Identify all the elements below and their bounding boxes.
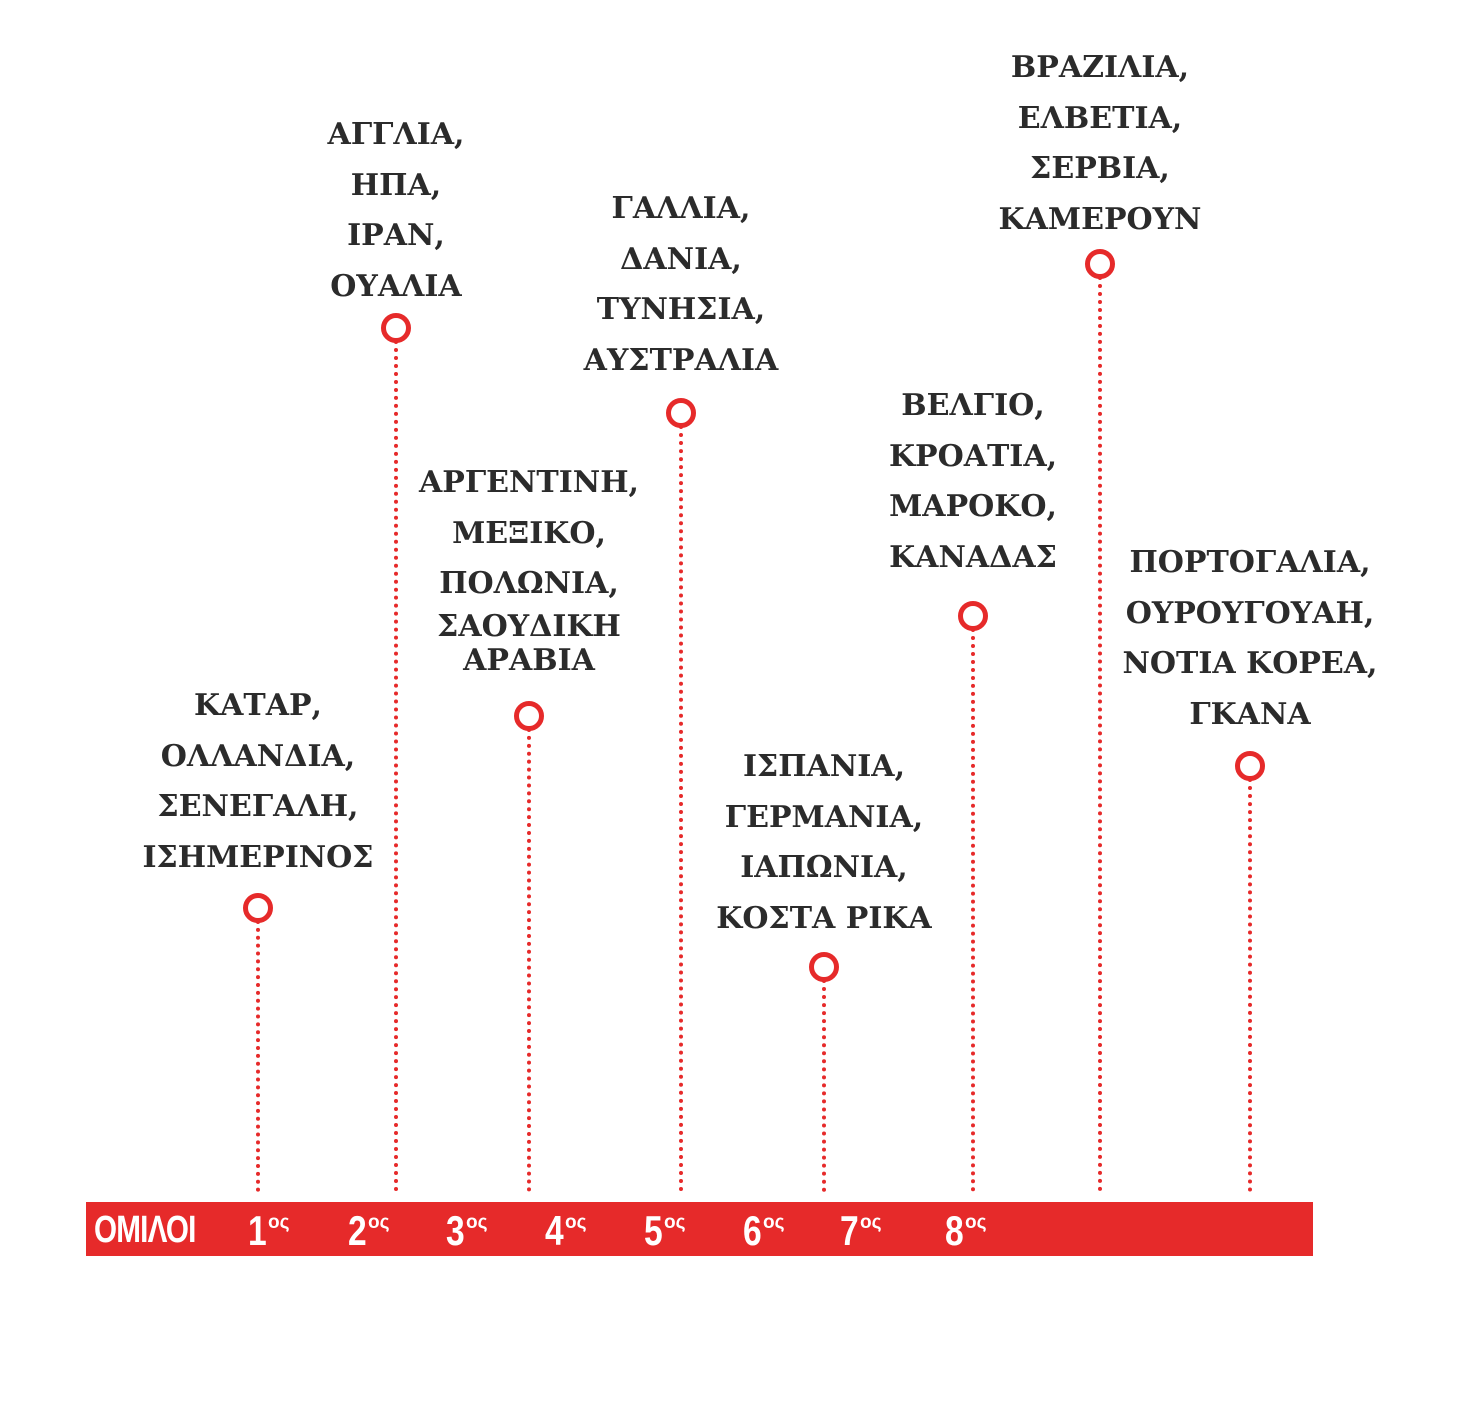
team-name: ΒΕΛΓΙΟ, [901,388,1045,423]
group-marker [958,601,988,631]
team-name: ΠΟΡΤΟΓΑΛΙΑ, [1129,545,1371,580]
ordinal-suffix: ος [368,1212,390,1233]
group-stem [394,340,398,1192]
team-name: ΤΥΝΗΣΙΑ, [596,292,766,327]
group-stem [822,979,826,1192]
group-stem [679,425,683,1192]
group-marker [1235,751,1265,781]
team-name: ΙΡΑΝ, [347,218,445,253]
team-name: ΟΥΡΟΥΓΟΥΑΗ, [1125,595,1375,631]
team-name: ΕΛΒΕΤΙΑ, [1017,100,1183,136]
group-teams [419,458,639,678]
team-name: ΓΑΛΛΙΑ, [611,191,751,226]
group-stem [256,920,260,1192]
team-name: ΙΣΠΑΝΙΑ, [742,749,906,784]
ordinal-8 [945,1202,987,1256]
group-marker [514,701,544,731]
ordinal-suffix: ος [860,1212,882,1233]
team-name: ΓΕΡΜΑΝΙΑ, [724,799,924,835]
ordinal-number: 5 [644,1207,663,1254]
ordinal-6 [743,1202,785,1256]
ordinal-suffix: ος [763,1212,785,1233]
team-name: ΔΑΝΙΑ, [620,241,742,277]
group-marker [243,893,273,923]
team-name: ΒΡΑΖΙΛΙΑ, [1010,50,1190,85]
team-name: ΣΕΡΒΙΑ, [1030,151,1170,186]
team-name: ΠΟΛΩΝΙΑ, [439,566,619,601]
team-name: ΜΕΞΙΚΟ, [452,515,606,551]
ordinal-4 [545,1202,587,1256]
group-marker [1085,249,1115,279]
ordinal-5 [644,1202,686,1256]
group-marker [666,398,696,428]
team-name: ΙΣΗΜΕΡΙΝΟΣ [142,839,374,875]
team-name: ΜΑΡΟΚΟ, [889,489,1057,524]
team-name: ΓΚΑΝΑ [1189,696,1311,732]
group-teams [328,110,465,312]
team-name: ΣΑΟΥΔΙΚΗ [437,608,621,644]
ordinal-suffix: ος [565,1212,587,1233]
team-name: ΚΟΣΤΑ ΡΙΚΑ [716,900,932,936]
group-stem [527,728,531,1192]
group-marker [381,313,411,343]
ordinal-suffix: ος [268,1212,290,1233]
group-teams [584,184,779,386]
ordinal-number: 4 [545,1207,564,1254]
team-name: ΙΑΠΩΝΙΑ, [740,850,908,885]
team-name: ΗΠΑ, [350,167,442,203]
ordinal-suffix: ος [664,1212,686,1233]
ordinal-number: 7 [840,1207,859,1254]
ordinal-suffix: ος [965,1212,987,1233]
ordinal-number: 6 [743,1207,762,1254]
ordinal-7 [840,1202,882,1256]
team-name: ΚΑΜΕΡΟΥΝ [998,201,1202,237]
group-teams [1123,538,1378,740]
ordinal-number: 1 [248,1207,267,1254]
ordinal-suffix: ος [466,1212,488,1233]
ordinal-number: 3 [446,1207,465,1254]
group-teams [999,43,1202,245]
ordinal-1 [248,1202,290,1256]
group-teams [889,381,1057,583]
ordinal-3 [446,1202,488,1256]
group-stem [1098,276,1102,1192]
group-marker [809,952,839,982]
team-name: ΝΟΤΙΑ ΚΟΡΕΑ, [1122,646,1378,681]
team-name: ΚΑΤΑΡ, [194,688,322,723]
team-name: ΣΕΝΕΓΑΛΗ, [157,789,359,824]
group-teams [716,742,931,944]
team-name: ΚΡΟΑΤΙΑ, [888,438,1058,474]
team-name: ΑΓΓΛΙΑ, [327,117,465,152]
ordinal-number: 8 [945,1207,964,1254]
group-stem [971,628,975,1192]
team-name: ΑΥΣΤΡΑΛΙΑ [583,342,779,378]
ordinal-2 [348,1202,390,1256]
team-name: ΟΛΛΑΝΔΙΑ, [160,738,356,774]
team-name: ΑΡΓΕΝΤΙΝΗ, [419,465,639,500]
group-teams [142,681,373,883]
groups-band [86,1202,1313,1256]
team-name: ΚΑΝΑΔΑΣ [889,539,1057,575]
team-name: ΑΡΑΒΙΑ [463,642,595,678]
ordinal-number: 2 [348,1207,367,1254]
group-stem [1248,778,1252,1192]
team-name: ΟΥΑΛΙΑ [330,268,462,304]
band-title: ΟΜΙΛΟΙ [94,1209,196,1251]
